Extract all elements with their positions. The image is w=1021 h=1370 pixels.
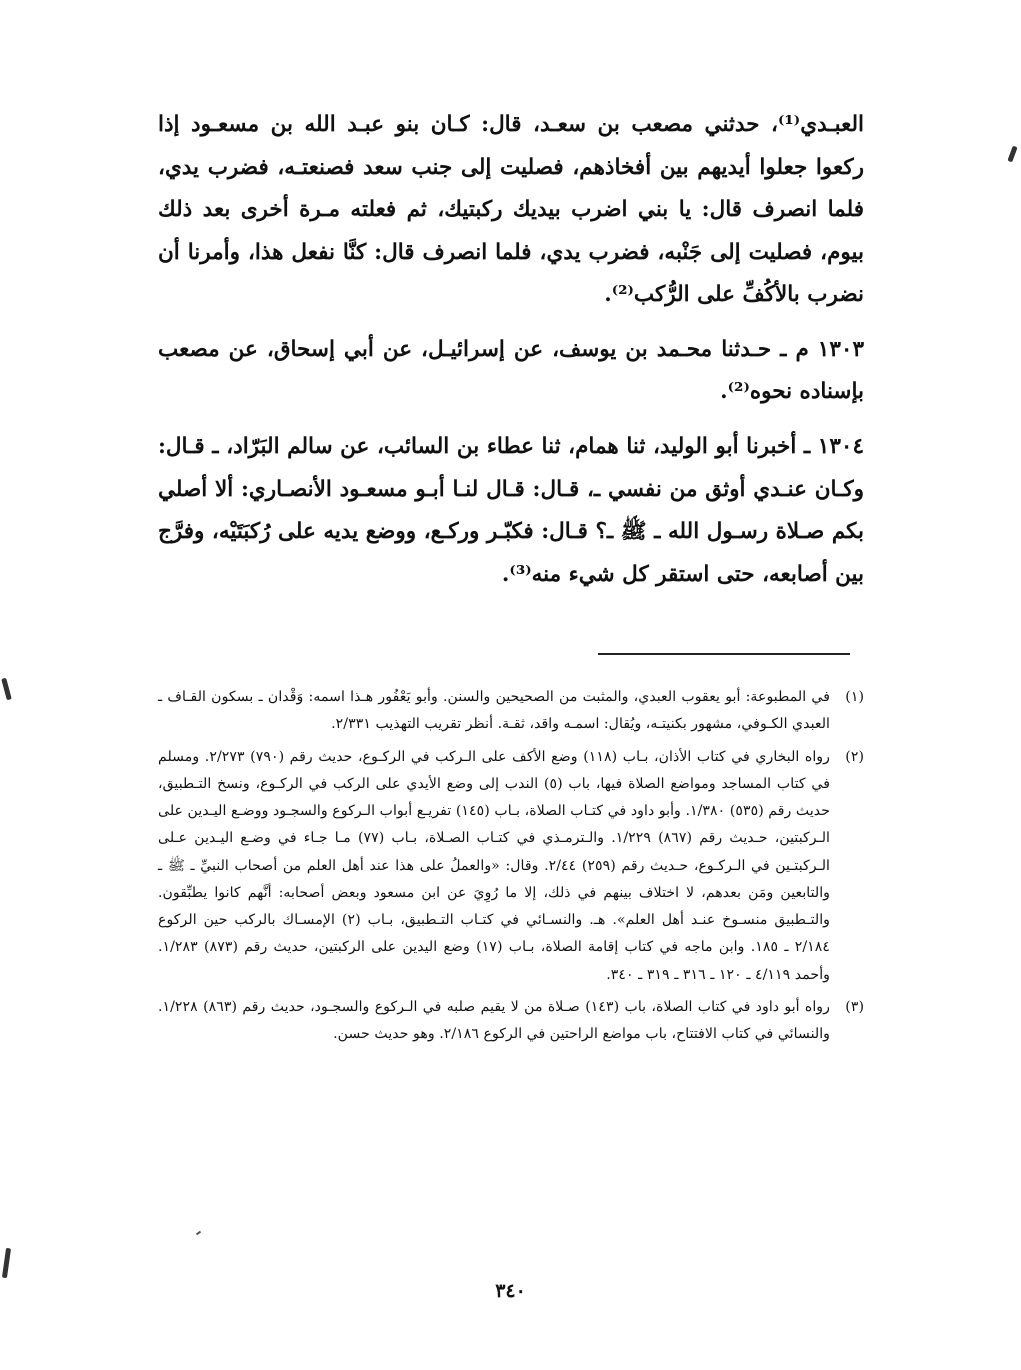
scan-edge-mark [1, 678, 12, 701]
main-text [158, 104, 864, 596]
paragraph-hadith-1303: ١٣٠٣ م ـ حـدثنا محـمد بن يوسف، عن إسرائيـل، عن أبي إسحاق، عن مصعب بإسناده نحوه⁽²⁾. [158, 336, 864, 405]
footnote-number: (٢) [845, 748, 864, 765]
footnote-text: في المطبوعة: أبو يعقوب العبدي، والمثبت من الصحيحين والسنن. وأبو يَعْفُور هـذا اسمه: وَقْدان ـ بسكون القـاف ـ العبدي الكـوفي، مشهور بكنيتـه، ويُقال: اسمـه واقد، ثقـة. أنظر تقريب التهذيب ٢/٣٣١. [158, 689, 830, 733]
footnote-number: (٣) [845, 998, 864, 1015]
footnote-text: رواه أبو داود في كتاب الصلاة، باب (١٤٣) صـلاة من لا يقيم صلبه في الـركوع والسجـود، حديث رقم (٨٦٣) ١/٢٢٨. والنسائي في كتاب الافتتاح، باب مواضع الراحتين في الركوع ٢/١٨٦. وهو حديث حسن. [158, 998, 830, 1043]
footnote-number: (١) [845, 689, 864, 705]
paragraph-1: العبـدي⁽¹⁾، حدثني مصعب بن سعـد، قال: كـان بنو عبـد الله بن مسعـود إذا ركعوا جعلوا أيديهم بين أفخاذهم، فصليت إلى جنب سعد فصنعتـه، فضرب يدي، فلما انصرف قال: يا بني اضرب بيديك ركبتيك، ثم فعلته مـرة أخرى بعد ذلك بيوم، فصليت إلى جَنْبه، فضرب يدي، فلما انصرف قال: كنَّا نفعل هذا، وأمرنا أن نضرب بالأكُفِّ على الرُّكب⁽²⁾. [158, 112, 864, 308]
scan-edge-mark [1007, 146, 1017, 163]
footnote-1 [158, 684, 864, 739]
footnotes [158, 684, 864, 1053]
scan-edge-mark [2, 1248, 11, 1278]
paragraph-hadith-1304: ١٣٠٤ ـ أخبرنا أبو الوليد، ثنا همام، ثنا عطاء بن السائب، عن سالم البَرّاد، ـ قـال: وكـان عنـدي أوثق من نفسي ـ، قـال: قـال لنـا أبـو مسعـود الأنصـاري: ألا أصلي بكم صـلاة رسـول الله ـ ﷺ ـ؟ قـال: فكبّـر وركـع، ووضع يديه على رُكبَتَيْه، وفرَّج بين أصابعه، حتى استقر كل شيء منه⁽³⁾. [158, 433, 864, 587]
footnote-separator [598, 653, 850, 655]
scan-speck [196, 1231, 201, 1236]
footnote-2 [158, 744, 864, 989]
page-number: ٣٤٠ [495, 1280, 526, 1302]
footnote-text: رواه البخاري في كتاب الأذان، بـاب (١١٨) وضع الأكف على الـركب في الركـوع، حديث رقم (٧٩٠) ٢/٢٧٣. ومسلم في كتاب المساجد ومواضع الصلاة فيها، باب (٥) الندب إلى وضع الأيدي على الركب في الركـوع، ونسخ التـطبيق، حديث رقم (٥٣٥) ١/٣٨٠. وأبو داود في كتـاب الصلاة، بـاب (١٤٥) تفريـع أبواب الـركوع والسجـود ووضـع اليـدين على الـركبتين، حـديث رقم (٨٦٧) ١/٢٢٩. والـترمـذي في كتـاب الصـلاة، بـاب (٧٧) مـا جـاء في وضـع اليـدين عـلى الـركبتـين في الـركـوع، حـديث رقم (٢٥٩) ٢/٤٤. وقال: «والعملُ على هذا عند أهل العلم من أصحاب النبيِّ ـ ﷺ ـ والتابعين ومَن بعدهم، لا اختلاف بينهم في ذلك، إلا ما رُوِيَ عن ابن مسعود وبعض أصحابه: أنَّهم كانوا يطبِّقون. والتـطبيق منسـوخ عنـد أهل العلم». هـ. والنسـائي في كتـاب التـطبيق، بـاب (٢) الإمسـاك بالركب حين الركوع ٢/١٨٤ ـ ١٨٥. وابن ماجه في كتاب إقامة الصلاة، بـاب (١٧) وضع اليدين على الركبتين، حديث رقم (٨٧٣) ١/٢٨٣. وأحمد ٤/١١٩ ـ ١٢٠ ـ ٣١٦ ـ ٣١٩ ـ ٣٤٠. [158, 748, 831, 983]
footnote-3 [158, 994, 864, 1049]
